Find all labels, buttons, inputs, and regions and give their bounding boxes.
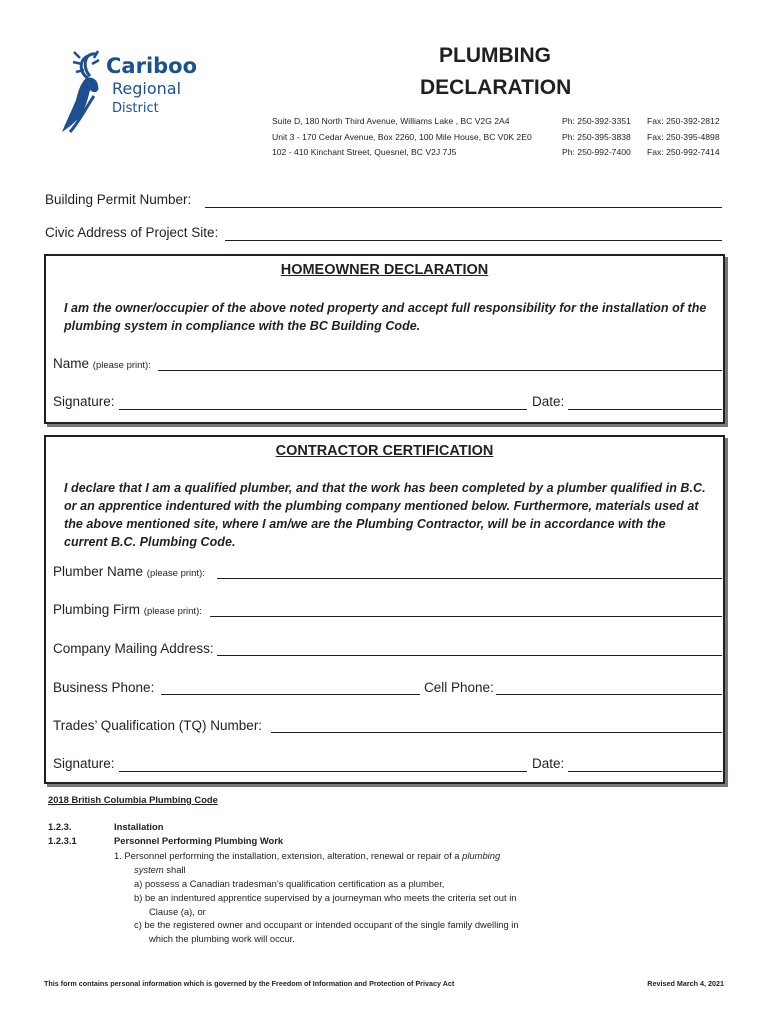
- plumbing-firm-label: [53, 602, 202, 617]
- organization-logo: [58, 48, 218, 134]
- contractor-title: CONTRACTOR CERTIFICATION: [275, 443, 494, 459]
- plumber-name-field[interactable]: [217, 578, 722, 579]
- cell-phone-label: Cell Phone:: [424, 680, 494, 695]
- code-item-1-emphasis: plumbing: [462, 850, 501, 861]
- title-line-1: PLUMBING: [439, 44, 551, 67]
- name-label-hint: (please print):: [92, 360, 151, 371]
- fax-line: Fax: 250-395-4898: [647, 131, 720, 142]
- office-phones: [562, 114, 631, 161]
- phone-line: Ph: 250-992-7400: [562, 147, 631, 157]
- code-sub-b: b) be an indentured apprentice supervised by a journeyman who meets the criteria set out in: [134, 892, 517, 903]
- revision-date: Revised March 4, 2021: [647, 979, 724, 988]
- mailing-address-field[interactable]: [217, 655, 722, 656]
- homeowner-signature-field[interactable]: [119, 409, 527, 410]
- code-item-1-text: 1. Personnel performing the installation, extension, alteration, renewal or repair of a: [114, 850, 463, 861]
- mailing-address-label: Company Mailing Address:: [53, 641, 214, 656]
- business-phone-label: Business Phone:: [53, 680, 155, 695]
- civic-address-label: Civic Address of Project Site:: [45, 225, 219, 240]
- title-line-2: DECLARATION: [420, 76, 572, 99]
- code-heading: 2018 British Columbia Plumbing Code: [48, 794, 218, 805]
- plumber-name-text: Plumber Name: [53, 564, 144, 579]
- contractor-date-field[interactable]: [568, 771, 722, 772]
- homeowner-title: HOMEOWNER DECLARATION: [280, 262, 489, 278]
- code-number-2: 1.2.3.1: [48, 835, 77, 846]
- code-sub-a: a) possess a Canadian tradesman’s qualification certification as a plumber,: [134, 878, 445, 889]
- contractor-signature-label: Signature:: [53, 756, 115, 771]
- cell-phone-field[interactable]: [496, 694, 722, 695]
- homeowner-statement: I am the owner/occupier of the above noted property and accept full responsibility for the installation of the plumbing system in compliance with the BC Building Code.: [64, 301, 707, 333]
- code-item-1-emphasis-2: system: [134, 864, 164, 875]
- code-sub-b-cont: Clause (a), or: [149, 906, 206, 917]
- code-sub-c-cont: which the plumbing work will occur.: [149, 933, 295, 944]
- homeowner-signature-label: Signature:: [53, 394, 115, 409]
- building-permit-label: Building Permit Number:: [45, 192, 192, 207]
- homeowner-date-label: Date:: [532, 394, 565, 409]
- code-item-1-end: shall: [163, 864, 186, 875]
- code-sub-c: c) be the registered owner and occupant or intended occupant of the single family dwelling in: [134, 919, 519, 930]
- homeowner-declaration-box: [44, 254, 725, 424]
- homeowner-name-field[interactable]: [158, 370, 722, 371]
- page-title: [420, 40, 570, 104]
- fax-line: Fax: 250-392-2812: [647, 116, 720, 126]
- code-title-1: Installation: [114, 821, 164, 832]
- business-phone-field[interactable]: [161, 694, 420, 695]
- plumber-name-hint: (please print):: [146, 568, 205, 579]
- phone-line: Ph: 250-392-3351: [562, 116, 631, 126]
- homeowner-name-label: [53, 356, 151, 371]
- code-item-1-cont: [134, 863, 186, 877]
- contractor-signature-field[interactable]: [119, 771, 527, 772]
- contractor-statement: I declare that I am a qualified plumber, and that the work has been completed by a plumber qualified in B.C. or an apprentice indentured with the plumbing company mentioned below. Furthermore, materials used at the above mentioned site, where I am/we are the Plumbing Contractor, will be in accordance with the current B.C. Plumbing Code.: [64, 481, 706, 549]
- plumbing-firm-text: Plumbing Firm: [53, 602, 141, 617]
- code-number-1: 1.2.3.: [48, 821, 72, 832]
- address-line: Unit 3 - 170 Cedar Avenue, Box 2260, 100 Mile House, BC V0K 2E0: [272, 131, 532, 142]
- phone-line: Ph: 250-395-3838: [562, 131, 631, 142]
- logo-line-2: Regional: [112, 79, 182, 98]
- code-item-1: [114, 849, 500, 863]
- contractor-date-label: Date:: [532, 756, 565, 771]
- logo-line-3: District: [112, 101, 159, 116]
- office-addresses: [272, 114, 532, 161]
- address-line: Suite D, 180 North Third Avenue, Williams Lake , BC V2G 2A4: [272, 116, 510, 126]
- plumbing-firm-field[interactable]: [210, 616, 722, 617]
- logo-line-1: Cariboo: [106, 54, 198, 78]
- civic-address-field[interactable]: [225, 240, 722, 241]
- building-permit-field[interactable]: [205, 207, 722, 208]
- privacy-notice: This form contains personal information which is governed by the Freedom of Information and Protection of Privacy Act: [44, 979, 455, 988]
- fax-line: Fax: 250-992-7414: [647, 147, 720, 157]
- code-title-2: Personnel Performing Plumbing Work: [114, 835, 284, 846]
- tq-number-field[interactable]: [271, 732, 722, 733]
- address-line: 102 - 410 Kinchant Street, Quesnel, BC V2J 7J5: [272, 147, 457, 157]
- name-label-text: Name: [53, 356, 90, 371]
- homeowner-date-field[interactable]: [568, 409, 722, 410]
- plumber-name-label: [53, 564, 205, 579]
- plumbing-firm-hint: (please print):: [143, 606, 202, 617]
- office-faxes: [647, 114, 720, 161]
- tq-number-label: Trades’ Qualification (TQ) Number:: [53, 718, 263, 733]
